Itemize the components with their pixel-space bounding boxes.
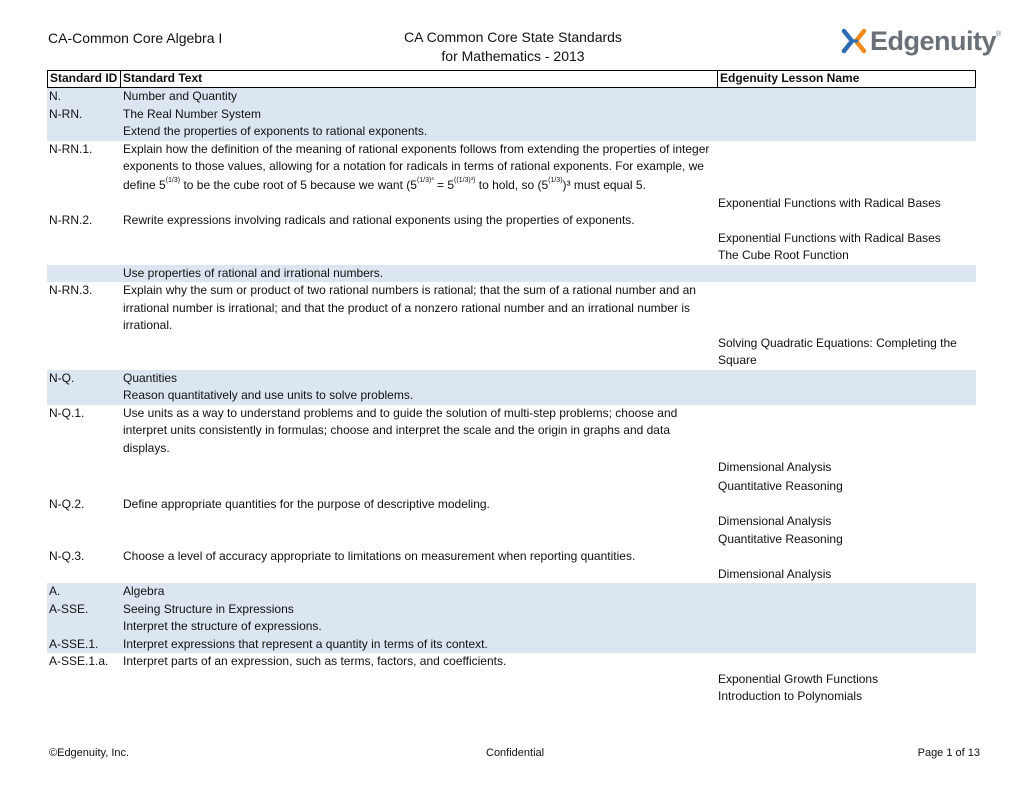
table-row: [47, 370, 976, 388]
lesson-name: [718, 387, 976, 405]
lesson-name: Exponential Growth Functions: [718, 671, 879, 686]
standard-id: N-RN.: [49, 106, 83, 121]
lesson-name: Quantitative Reasoning: [718, 479, 843, 493]
exponent: ((1/3)³): [454, 176, 476, 184]
standard-text: Reason quantitatively and use units to solve problems.: [123, 388, 414, 402]
standard-id: N-Q.2.: [49, 496, 85, 511]
standard-id: N-RN.2.: [49, 213, 93, 227]
standard-id: N-Q.: [49, 370, 75, 385]
lesson-name: Introduction to Polynomials: [718, 689, 863, 703]
standard-text: [122, 548, 718, 583]
lesson-name: [718, 618, 976, 636]
table-row: [47, 653, 976, 706]
footer-page-number: Page 1 of 13: [917, 747, 980, 759]
standard-text-line-with-exponents: [123, 176, 718, 195]
standard-id: A-SSE.: [49, 601, 89, 616]
text-fragment: )³ must equal 5.: [562, 177, 646, 192]
logo-x-icon: [841, 28, 867, 54]
footer-copyright: ©Edgenuity, Inc.: [49, 747, 130, 759]
standard-text: Use properties of rational and irrational numbers.: [123, 265, 384, 280]
standard-text: [122, 496, 718, 549]
lesson-name: The Cube Root Function: [718, 248, 849, 262]
lesson-name: Dimensional Analysis: [718, 566, 832, 581]
standard-text: [122, 405, 718, 496]
document-subject-title: CA-Common Core Algebra I: [48, 30, 223, 46]
lesson-name: [718, 583, 976, 601]
standard-text-line: displays.: [123, 440, 170, 455]
spacer: [123, 195, 718, 213]
standard-text: [122, 282, 718, 370]
standard-id: A.: [49, 584, 61, 598]
standard-text-line: Explain how the definition of the meaning of rational exponents follows from extending the properties of integer: [123, 141, 710, 156]
standard-id: [47, 123, 122, 141]
column-header-standard-text: Standard Text: [121, 71, 718, 87]
table-row: [47, 88, 976, 106]
standard-text-line: exponents to those values, allowing for a notation for radicals in terms of rational exponents. For example, we: [123, 159, 704, 173]
lesson-name: [718, 601, 976, 619]
standards-title-line2: for Mathematics - 2013: [441, 48, 585, 64]
standard-id: [47, 387, 122, 405]
lesson-name: [718, 370, 976, 388]
table-row: [47, 387, 976, 405]
lesson-name: Exponential Functions with Radical Bases: [718, 195, 941, 210]
standard-id: [47, 265, 122, 283]
standard-text-line: Interpret parts of an expression, such as terms, factors, and coefficients.: [123, 654, 507, 668]
text-fragment: define 5: [123, 177, 166, 192]
lesson-name: Square: [718, 353, 757, 367]
standard-id: N-Q.3.: [49, 549, 85, 563]
exponent: (1/3)³: [416, 176, 434, 184]
lesson-name: Exponential Functions with Radical Bases: [718, 230, 941, 245]
lesson-name: Quantitative Reasoning: [718, 531, 843, 546]
table-row: [47, 265, 976, 283]
lesson-names: [718, 548, 976, 583]
standard-text: Extend the properties of exponents to rational exponents.: [123, 124, 428, 138]
standard-id: A-SSE.1.: [49, 636, 99, 651]
lesson-name: [718, 636, 976, 654]
standard-text-line: Explain why the sum or product of two rational numbers is rational; that the sum of a rational number and an: [123, 283, 696, 297]
table-row: [47, 496, 976, 549]
logo-wordmark: Edgenuity: [870, 26, 997, 56]
table-row: [47, 282, 976, 370]
standard-text: Quantities: [123, 370, 178, 385]
standard-text-line: Rewrite expressions involving radicals and rational exponents using the properties of exponents.: [123, 213, 635, 227]
logo-trademark: ®: [996, 31, 1002, 38]
lesson-name: [718, 265, 976, 283]
standard-id: N-Q.1.: [49, 405, 85, 420]
column-header-lesson-name: Edgenuity Lesson Name: [720, 71, 860, 85]
standard-id: N-RN.1.: [49, 141, 93, 156]
standard-text-line: Define appropriate quantities for the purpose of descriptive modeling.: [123, 496, 490, 511]
text-fragment: to hold, so (5: [475, 177, 549, 192]
exponent: (1/3): [548, 176, 563, 184]
standard-id: N-RN.3.: [49, 283, 93, 297]
lesson-names: [718, 282, 976, 370]
table-row: [47, 405, 976, 496]
standard-text: [122, 212, 718, 265]
table-row: [47, 548, 976, 583]
standard-text: Seeing Structure in Expressions: [123, 601, 294, 616]
standard-text: Number and Quantity: [123, 89, 238, 103]
standard-text: [122, 653, 718, 706]
lesson-name: [718, 106, 976, 124]
standards-table: [47, 70, 976, 706]
lesson-name: Solving Quadratic Equations: Completing the: [718, 335, 957, 350]
standard-text: Algebra: [123, 584, 165, 598]
standard-text: The Real Number System: [123, 106, 262, 121]
lesson-names: [718, 141, 976, 213]
lesson-name: Dimensional Analysis: [718, 514, 832, 528]
table-row: [47, 636, 976, 654]
standard-text-line: interpret units consistently in formulas; choose and interpret the scale and the origin in graphs and data: [123, 423, 670, 437]
table-row: [47, 618, 976, 636]
lesson-names: [718, 405, 976, 496]
table-header: [47, 70, 976, 88]
standard-text: Interpret the structure of expressions.: [123, 619, 322, 633]
table-row: [47, 141, 976, 213]
lesson-names: [718, 496, 976, 549]
lesson-name: [718, 88, 976, 106]
edgenuity-logo: [841, 26, 1001, 56]
column-header-standard-id: Standard ID: [48, 71, 121, 87]
standard-text-line: irrational number is irrational; and that the product of a nonzero rational number and an irrational number is: [123, 300, 690, 315]
standard-id: N.: [49, 89, 61, 103]
table-row: [47, 106, 976, 124]
lesson-name: [718, 123, 976, 141]
document-standards-title: [360, 28, 666, 66]
standard-text: [122, 141, 718, 213]
standard-text-line: irrational.: [123, 318, 173, 332]
text-fragment: = 5: [433, 177, 455, 192]
standards-title-line1: CA Common Core State Standards: [404, 29, 622, 45]
footer-confidential: Confidential: [486, 747, 545, 759]
standard-id: [47, 618, 122, 636]
text-fragment: to be the cube root of 5 because we want (5: [180, 177, 417, 192]
table-row: [47, 601, 976, 619]
standard-id: A-SSE.1.a.: [49, 654, 109, 668]
table-row: [47, 212, 976, 265]
table-row: [47, 583, 976, 601]
standard-text-line: Use units as a way to understand problems and to guide the solution of multi-step problems; choose and: [123, 405, 678, 420]
standard-text: Interpret expressions that represent a quantity in terms of its context.: [123, 636, 488, 651]
table-row: [47, 123, 976, 141]
lesson-names: [718, 653, 976, 706]
exponent: (1/3): [165, 176, 181, 184]
lesson-name: Dimensional Analysis: [718, 460, 832, 474]
lesson-names: [718, 212, 976, 265]
standard-text-line: Choose a level of accuracy appropriate to limitations on measurement when reporting quantities.: [123, 549, 636, 563]
